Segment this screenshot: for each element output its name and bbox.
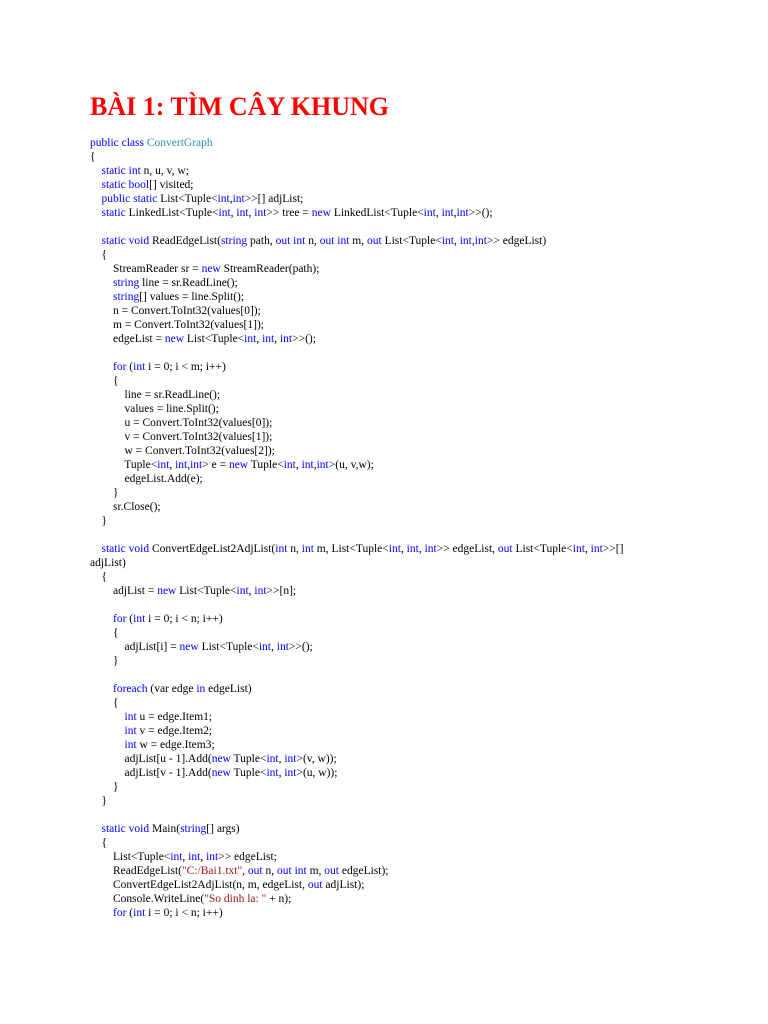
- code-line: [90, 626, 730, 640]
- code-token: in: [196, 683, 206, 695]
- code-token: ReadEdgeList(: [149, 235, 221, 247]
- code-block: [90, 136, 730, 920]
- code-token: adjList[v - 1].Add(: [90, 767, 212, 779]
- code-token: "C:/Bai1.txt": [181, 865, 243, 877]
- code-token: out: [247, 865, 263, 877]
- code-token: int: [276, 641, 289, 653]
- code-token: int: [279, 333, 293, 345]
- code-token: int: [133, 613, 146, 625]
- code-line: [90, 780, 730, 794]
- code-token: int: [133, 907, 146, 919]
- code-token: new: [211, 753, 231, 765]
- code-line: [90, 850, 730, 864]
- code-token: ,: [256, 333, 263, 345]
- code-line: [90, 416, 730, 430]
- code-token: m,: [306, 865, 325, 877]
- code-token: int: [441, 207, 454, 219]
- code-token: n,: [262, 865, 277, 877]
- code-line: [90, 500, 730, 514]
- code-token: int: [254, 207, 267, 219]
- code-line: [90, 304, 730, 318]
- code-token: m, List<Tuple<: [313, 543, 389, 555]
- code-token: {: [90, 697, 119, 709]
- code-token: edgeList.Add(e);: [90, 473, 203, 485]
- code-token: int: [301, 543, 314, 555]
- code-token: ,: [418, 543, 425, 555]
- code-token: out int: [277, 865, 307, 877]
- code-token: }: [90, 795, 108, 807]
- code-line: [90, 290, 730, 304]
- code-token: int: [206, 851, 219, 863]
- code-token: List<Tuple<: [381, 235, 442, 247]
- code-token: ,: [400, 543, 407, 555]
- code-token: n = Convert.ToInt32(values[0]);: [90, 305, 261, 317]
- code-token: (var edge: [147, 683, 197, 695]
- code-line: [90, 318, 730, 332]
- code-token: > e =: [202, 459, 229, 471]
- code-line: [90, 206, 730, 220]
- code-token: int: [301, 459, 314, 471]
- code-token: >>();: [292, 333, 316, 345]
- code-token: [] visited;: [149, 179, 194, 191]
- code-token: Tuple<: [248, 459, 284, 471]
- code-token: string: [220, 235, 248, 247]
- code-line: [90, 710, 730, 724]
- code-token: StreamReader(path);: [220, 263, 320, 275]
- code-token: int: [275, 543, 288, 555]
- code-token: ,: [295, 459, 302, 471]
- code-token: ,: [169, 459, 176, 471]
- code-token: public class: [90, 137, 147, 149]
- code-token: [90, 193, 102, 205]
- code-token: [] values = line.Split();: [139, 291, 245, 303]
- code-token: int: [266, 753, 279, 765]
- code-line: [90, 514, 730, 528]
- code-token: int: [406, 543, 419, 555]
- code-line: [90, 360, 730, 374]
- code-line: [90, 150, 730, 164]
- code-line: [90, 332, 730, 346]
- code-token: List<Tuple<: [176, 585, 237, 597]
- code-line: [90, 374, 730, 388]
- code-token: ConvertEdgeList2AdjList(n, m, edgeList,: [90, 879, 308, 891]
- code-token: ,: [271, 641, 277, 653]
- code-token: out int: [319, 235, 350, 247]
- code-token: adjList): [90, 557, 126, 569]
- code-token: [90, 207, 102, 219]
- code-token: int: [258, 641, 271, 653]
- code-line: [90, 136, 730, 150]
- code-token: public static: [101, 193, 158, 205]
- code-token: new: [201, 263, 221, 275]
- code-token: Tuple<: [90, 459, 158, 471]
- code-line: [90, 598, 730, 612]
- code-token: {: [90, 627, 119, 639]
- code-token: ,: [471, 235, 475, 247]
- code-token: [90, 235, 102, 247]
- code-token: line = sr.ReadLine();: [90, 389, 221, 401]
- code-token: int: [232, 193, 245, 205]
- code-line: [90, 752, 730, 766]
- code-token: string: [113, 291, 140, 303]
- code-token: int: [236, 207, 249, 219]
- code-line: [90, 766, 730, 780]
- code-token: int: [423, 207, 436, 219]
- code-token: ,: [248, 585, 255, 597]
- code-token: new: [179, 641, 199, 653]
- code-token: v = Convert.ToInt32(values[1]);: [90, 431, 273, 443]
- code-token: new: [211, 767, 231, 779]
- code-token: ,: [248, 207, 255, 219]
- code-token: List<Tuple<: [198, 641, 259, 653]
- code-token: int: [124, 725, 137, 737]
- code-token: >>[] adjList;: [244, 193, 304, 205]
- code-line: [90, 906, 730, 920]
- code-token: ,: [182, 851, 189, 863]
- code-token: >>[]: [602, 543, 624, 555]
- code-token: line = sr.ReadLine();: [139, 277, 238, 289]
- code-line: [90, 164, 730, 178]
- code-token: int: [456, 207, 469, 219]
- code-token: int: [175, 459, 188, 471]
- code-token: List<Tuple<: [184, 333, 245, 345]
- code-token: int: [441, 235, 454, 247]
- code-line: [90, 584, 730, 598]
- code-token: [90, 725, 125, 737]
- code-line: [90, 388, 730, 402]
- code-token: int: [284, 753, 297, 765]
- code-token: ,: [453, 207, 457, 219]
- code-token: u = Convert.ToInt32(values[0]);: [90, 417, 273, 429]
- code-token: >(u, w));: [296, 767, 338, 779]
- code-line: [90, 696, 730, 710]
- code-token: new: [164, 333, 185, 345]
- code-token: ,: [453, 235, 460, 247]
- page-title: BÀI 1: TÌM CÂY KHUNG: [90, 92, 390, 121]
- code-line: [90, 640, 730, 654]
- code-token: new: [311, 207, 331, 219]
- code-token: {: [90, 837, 108, 849]
- code-line: [90, 402, 730, 416]
- code-token: int: [283, 459, 296, 471]
- code-line: [90, 794, 730, 808]
- code-token: [] args): [206, 823, 240, 835]
- code-token: + n);: [266, 893, 292, 905]
- code-token: (: [126, 613, 134, 625]
- code-token: [90, 613, 113, 625]
- code-token: int: [266, 767, 279, 779]
- code-token: static void: [101, 543, 150, 555]
- code-token: new: [228, 459, 249, 471]
- code-token: ConvertEdgeList2AdjList(: [149, 543, 276, 555]
- code-token: int: [284, 767, 297, 779]
- code-token: (: [126, 907, 134, 919]
- code-token: ,: [274, 333, 280, 345]
- code-token: ,: [313, 459, 317, 471]
- code-token: edgeList);: [339, 865, 389, 877]
- code-line: [90, 262, 730, 276]
- code-token: int: [459, 235, 472, 247]
- code-token: (: [126, 361, 134, 373]
- code-line: [90, 682, 730, 696]
- code-token: {: [90, 249, 108, 261]
- code-token: [90, 291, 113, 303]
- code-token: >> edgeList): [486, 235, 547, 247]
- code-token: m = Convert.ToInt32(values[1]);: [90, 319, 264, 331]
- code-token: [90, 739, 125, 751]
- code-line: [90, 234, 730, 248]
- code-token: [90, 277, 113, 289]
- code-line: [90, 430, 730, 444]
- code-line: [90, 458, 730, 472]
- code-token: static int: [101, 165, 141, 177]
- code-token: }: [90, 487, 119, 499]
- code-token: i = 0; i < n; i++): [145, 613, 223, 625]
- code-token: >>();: [288, 641, 313, 653]
- code-token: int: [190, 459, 203, 471]
- code-token: >>[n];: [266, 585, 297, 597]
- code-token: [90, 543, 102, 555]
- code-token: static void: [101, 235, 150, 247]
- code-line: [90, 178, 730, 192]
- code-token: LinkedList<Tuple<: [330, 207, 424, 219]
- code-line: [90, 668, 730, 682]
- code-token: LinkedList<Tuple<: [125, 207, 219, 219]
- code-line: [90, 892, 730, 906]
- code-token: adjList);: [322, 879, 365, 891]
- code-line: [90, 220, 730, 234]
- code-token: foreach: [113, 683, 148, 695]
- code-line: [90, 248, 730, 262]
- code-token: >> edgeList;: [218, 851, 277, 863]
- code-token: int: [157, 459, 170, 471]
- code-token: }: [90, 655, 119, 667]
- code-token: adjList[i] =: [90, 641, 180, 653]
- code-token: int: [424, 543, 437, 555]
- code-token: int: [590, 543, 603, 555]
- code-token: [90, 907, 113, 919]
- code-token: Main(: [149, 823, 181, 835]
- code-token: List<Tuple<: [512, 543, 573, 555]
- code-line: [90, 528, 730, 542]
- code-token: StreamReader sr =: [90, 263, 202, 275]
- code-token: >>();: [468, 207, 493, 219]
- code-token: for: [113, 361, 127, 373]
- code-token: int: [124, 711, 137, 723]
- code-line: [90, 556, 730, 570]
- code-token: int: [218, 207, 231, 219]
- code-token: out: [307, 879, 323, 891]
- code-token: m,: [349, 235, 367, 247]
- code-line: [90, 444, 730, 458]
- code-token: int: [388, 543, 401, 555]
- code-token: [90, 823, 102, 835]
- code-token: adjList[u - 1].Add(: [90, 753, 212, 765]
- code-token: Tuple<: [230, 767, 267, 779]
- code-token: values = line.Split();: [90, 403, 219, 415]
- code-token: out: [497, 543, 513, 555]
- code-token: int: [133, 361, 146, 373]
- code-line: [90, 346, 730, 360]
- code-token: int: [170, 851, 183, 863]
- code-token: ,: [200, 851, 207, 863]
- code-line: [90, 542, 730, 556]
- code-line: [90, 472, 730, 486]
- code-token: for: [113, 613, 127, 625]
- code-token: path,: [247, 235, 276, 247]
- code-line: [90, 864, 730, 878]
- code-token: string: [113, 277, 140, 289]
- code-token: {: [90, 375, 119, 387]
- code-token: int: [236, 585, 249, 597]
- code-token: ,: [278, 767, 285, 779]
- code-token: [90, 179, 102, 191]
- code-token: edgeList): [205, 683, 252, 695]
- code-token: {: [90, 571, 108, 583]
- code-token: >(v, w));: [296, 753, 337, 765]
- code-token: >> edgeList,: [436, 543, 498, 555]
- code-token: int: [254, 585, 267, 597]
- code-line: [90, 878, 730, 892]
- code-token: List<Tuple<: [90, 851, 171, 863]
- code-token: static bool: [101, 179, 150, 191]
- code-line: [90, 570, 730, 584]
- code-token: }: [90, 515, 108, 527]
- code-token: out: [324, 865, 339, 877]
- code-line: [90, 724, 730, 738]
- code-token: new: [157, 585, 177, 597]
- code-token: int: [316, 459, 329, 471]
- code-token: int: [572, 543, 585, 555]
- code-line: [90, 276, 730, 290]
- code-token: w = edge.Item3;: [136, 739, 215, 751]
- code-token: int: [217, 193, 230, 205]
- code-token: "So dinh la: ": [204, 893, 267, 905]
- code-token: v = edge.Item2;: [136, 725, 213, 737]
- code-token: ,: [584, 543, 591, 555]
- code-token: ,: [278, 753, 285, 765]
- code-token: adjList =: [90, 585, 158, 597]
- code-token: List<Tuple<: [157, 193, 218, 205]
- code-token: w = Convert.ToInt32(values[2]);: [90, 445, 275, 457]
- code-line: [90, 808, 730, 822]
- code-token: int: [124, 739, 137, 751]
- code-token: [90, 683, 113, 695]
- code-token: for: [113, 907, 127, 919]
- code-token: int: [244, 333, 257, 345]
- code-line: [90, 738, 730, 752]
- code-line: [90, 654, 730, 668]
- code-token: >(u, v,w);: [328, 459, 374, 471]
- code-token: ,: [229, 193, 233, 205]
- code-line: [90, 486, 730, 500]
- code-token: n,: [287, 543, 302, 555]
- code-line: [90, 192, 730, 206]
- code-token: n, u, v, w;: [140, 165, 189, 177]
- code-token: ,: [187, 459, 191, 471]
- code-token: int: [188, 851, 201, 863]
- code-token: [90, 361, 113, 373]
- code-line: [90, 822, 730, 836]
- code-token: n,: [305, 235, 320, 247]
- code-token: int: [474, 235, 487, 247]
- code-token: ConvertGraph: [146, 137, 213, 149]
- code-line: [90, 612, 730, 626]
- code-token: Tuple<: [230, 753, 267, 765]
- code-token: [90, 165, 102, 177]
- code-token: }: [90, 781, 119, 793]
- code-token: i = 0; i < n; i++): [145, 907, 223, 919]
- code-token: static void: [101, 823, 150, 835]
- code-token: edgeList =: [90, 333, 165, 345]
- code-token: sr.Close();: [90, 501, 161, 513]
- code-token: ,: [242, 865, 248, 877]
- code-token: string: [180, 823, 207, 835]
- code-token: out: [366, 235, 382, 247]
- code-token: >> tree =: [266, 207, 312, 219]
- code-token: Console.WriteLine(: [90, 893, 205, 905]
- code-token: [90, 711, 125, 723]
- code-token: ReadEdgeList(: [90, 865, 182, 877]
- code-token: ,: [230, 207, 237, 219]
- code-token: static: [101, 207, 126, 219]
- code-line: [90, 836, 730, 850]
- code-token: u = edge.Item1;: [136, 711, 213, 723]
- code-token: out int: [275, 235, 306, 247]
- code-token: ,: [435, 207, 442, 219]
- code-token: {: [90, 151, 96, 163]
- code-token: i = 0; i < m; i++): [145, 361, 226, 373]
- code-token: int: [262, 333, 275, 345]
